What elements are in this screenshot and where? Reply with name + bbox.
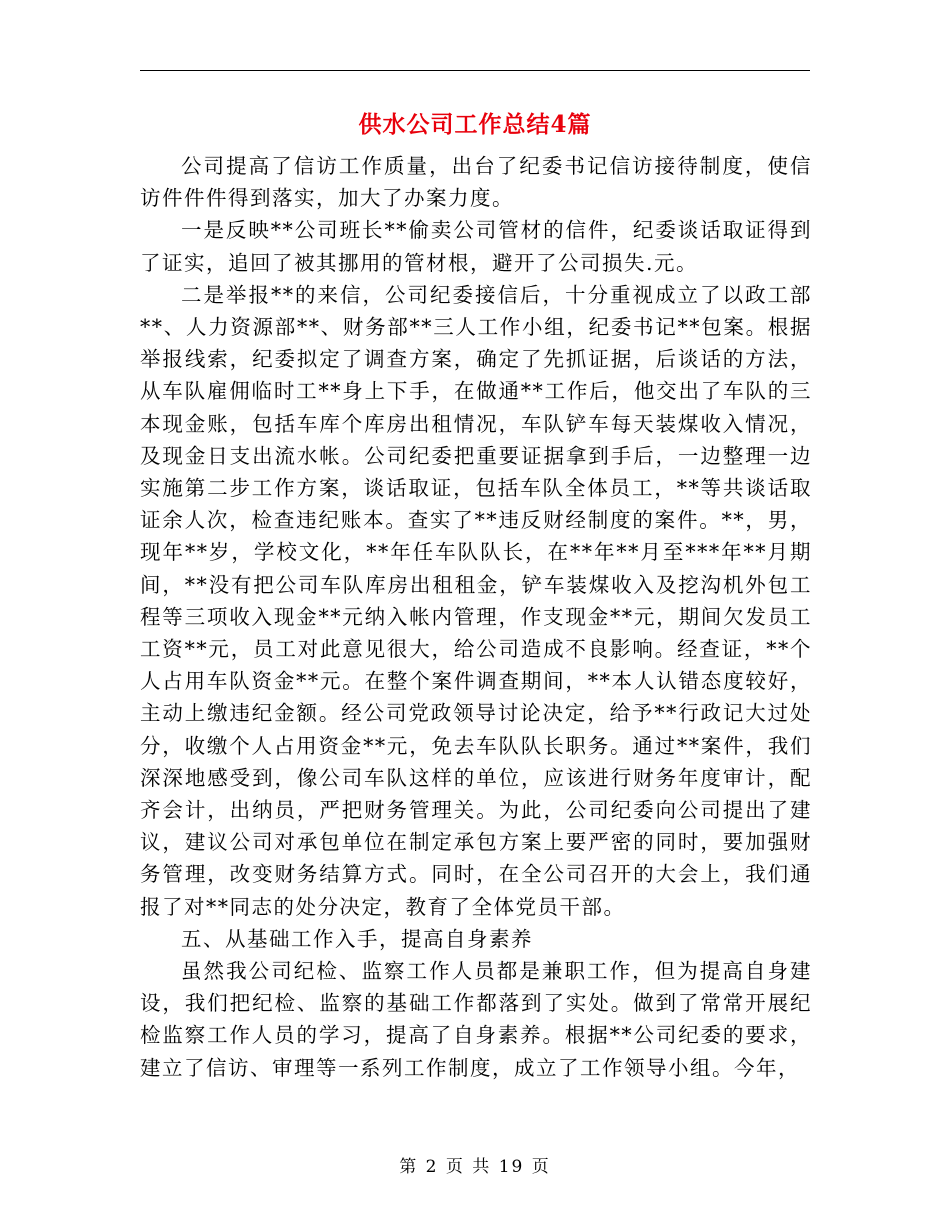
header-rule xyxy=(140,70,810,71)
section-heading-five: 五、从基础工作入手，提高自身素养 xyxy=(181,926,533,951)
paragraph-self-building: 虽然我公司纪检、监察工作人员都是兼职工作，但为提高自身建设，我们把纪检、监察的基础工作都落到了实处。做到了常常开展纪检监察工作人员的学习，提高了自身素养。根据**公司纪委的要求，建立了信访、审理等一系列工作制度，成立了工作领导小组。今年， xyxy=(140,959,812,1080)
paragraph-case-two: 二是举报**的来信，公司纪委接信后，十分重视成立了以政工部**、人力资源部**、财务部**三人工作小组，纪委书记**包案。根据举报线索，纪委拟定了调查方案，确定了先抓证据，后谈话的方法，从车队雇佣临时工**身上下手，在做通**工作后，他交出了车队的三本现金账，包括车库个库房出租情况，车队铲车每天装煤收入情况，及现金日支出流水帐。公司纪委把重要证据拿到手后，一边整理一边实施第二步工作方案，谈话取证，包括车队全体员工，**等共谈话取证余人次，检查违纪账本。查实了**违反财经制度的案件。**，男，现年**岁，学校文化，**年任车队队长，在**年**月至***年**月期间，**没有把公司车队库房出租租金，铲车装煤收入及挖沟机外包工程等三项收入现金**元纳入帐内管理，作支现金**元，期间欠发员工工资**元，员工对此意见很大，给公司造成不良影响。经查证，**个人占用车队资金**元。在整个案件调查期间，**本人认错态度较好，主动上缴违纪金额。经公司党政领导讨论决定，给予**行政记大过处分，收缴个人占用资金**元，免去车队队长职务。通过**案件，我们深深地感受到，像公司车队这样的单位，应该进行财务年度审计，配齐会计，出纳员，严把财务管理关。为此，公司纪委向公司提出了建议，建议公司对承包单位在制定承包方案上要严密的同时，要加强财务管理，改变财务结算方式。同时，在全公司召开的大会上，我们通报了对**同志的处分决定，教育了全体党员干部。 xyxy=(140,282,812,919)
page-number-footer: 第 2 页 共 19 页 xyxy=(399,1157,551,1177)
paragraph-letters-intro: 公司提高了信访工作质量，出台了纪委书记信访接待制度，使信访件件件得到落实，加大了办案力度。 xyxy=(140,154,812,211)
document-body xyxy=(140,150,812,1084)
document-title: 供水公司工作总结4篇 xyxy=(358,111,592,138)
paragraph-case-one: 一是反映**公司班长**偷卖公司管材的信件，纪委谈话取证得到了证实，追回了被其挪用的管材根，避开了公司损失.元。 xyxy=(140,218,812,275)
